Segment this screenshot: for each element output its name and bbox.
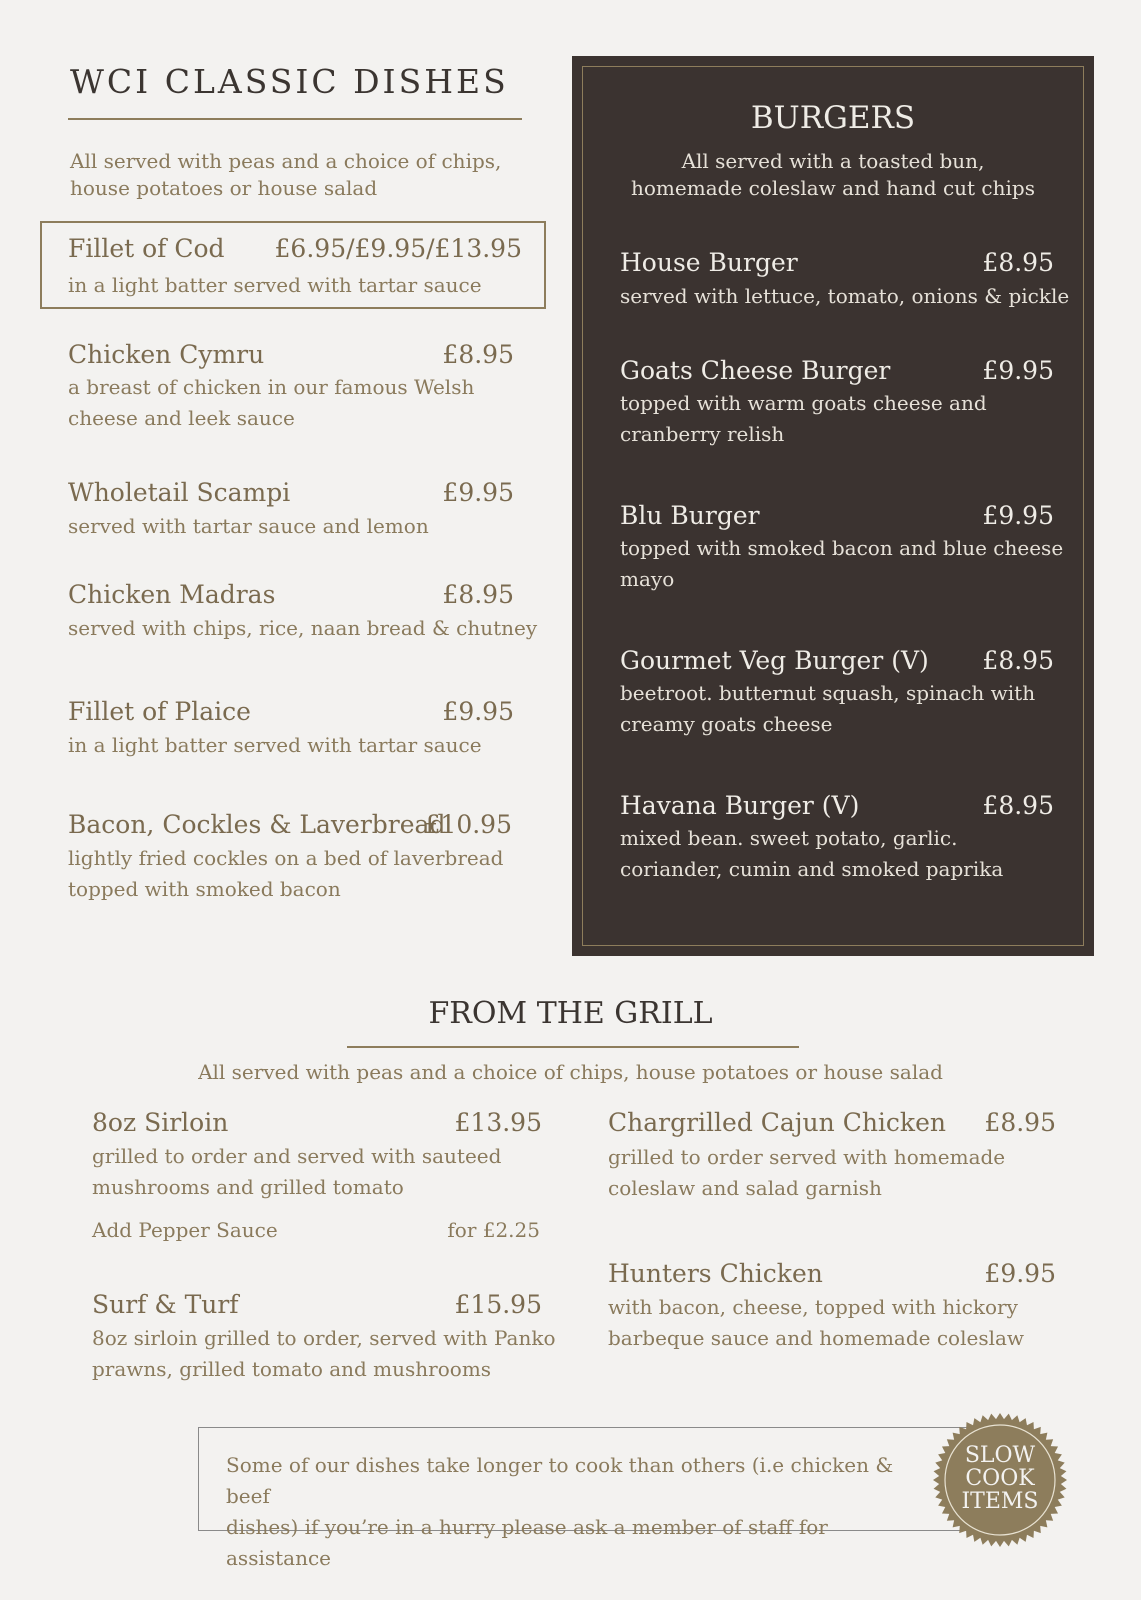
menu-item-description: served with chips, rice, naan bread & chutney: [68, 616, 538, 640]
menu-item-price: £8.95: [442, 340, 514, 369]
grill-description-line: grilled to order served with homemade: [608, 1145, 1006, 1169]
menu-item-description-line: cheese and leek sauce: [68, 406, 295, 430]
menu-item-price: £9.95: [442, 697, 514, 726]
menu-item-price: £6.95/£9.95/£13.95: [274, 234, 522, 263]
burger-description-line: coriander, cumin and smoked paprika: [620, 857, 1004, 881]
grill-intro: All served with peas and a choice of chips, house potatoes or house salad: [198, 1060, 943, 1084]
burger-item-price: £9.95: [982, 501, 1054, 530]
burger-item-name: Havana Burger (V): [620, 791, 860, 820]
burgers-intro-line-1: All served with a toasted bun,: [681, 149, 985, 173]
burger-item-name: Goats Cheese Burger: [620, 356, 891, 385]
notice-line-1: Some of our dishes take longer to cook than others (i.e chicken & beef: [226, 1453, 894, 1508]
grill-item-description: [608, 1142, 1068, 1204]
burger-item-description: [620, 823, 1070, 885]
burger-item-description: [620, 678, 1070, 740]
burger-item-name: Blu Burger: [620, 501, 760, 530]
classic-dishes-title: WCI CLASSIC DISHES: [70, 62, 509, 101]
grill-item-price: £13.95: [454, 1108, 542, 1137]
grill-title-divider: [347, 1046, 799, 1048]
burgers-title: BURGERS: [750, 100, 916, 136]
menu-item-description: in a light batter served with tartar sauce: [68, 273, 482, 297]
burger-description-line: cranberry relish: [620, 422, 785, 446]
grill-description-line: 8oz sirloin grilled to order, served with Panko: [92, 1326, 556, 1350]
burgers-intro: [582, 148, 1084, 202]
burger-item-price: £8.95: [982, 646, 1054, 675]
menu-item-description-line: lightly fried cockles on a bed of laverbread: [68, 846, 504, 870]
burger-item-description: served with lettuce, tomato, onions & pickle: [620, 284, 1070, 308]
menu-item-description-line: topped with smoked bacon: [68, 877, 341, 901]
seal-line-1: SLOW: [964, 1443, 1036, 1468]
menu-item-name: Bacon, Cockles & Laverbread: [68, 810, 446, 839]
burger-description-line: creamy goats cheese: [620, 712, 833, 736]
grill-title: FROM THE GRILL: [428, 996, 713, 1031]
grill-item-price: £8.95: [984, 1108, 1056, 1137]
grill-description-line: prawns, grilled tomato and mushrooms: [92, 1357, 492, 1381]
grill-description-line: with bacon, cheese, topped with hickory: [608, 1295, 1018, 1319]
menu-item-name: Fillet of Cod: [68, 234, 225, 263]
burger-item-price: £8.95: [982, 248, 1054, 277]
menu-item-name: Wholetail Scampi: [68, 478, 291, 507]
burger-item-name: Gourmet Veg Burger (V): [620, 646, 929, 675]
menu-item-description: [68, 843, 538, 905]
slow-cook-seal-label: [932, 1444, 1068, 1513]
grill-item-name: Hunters Chicken: [608, 1259, 823, 1288]
menu-item-price: £9.95: [442, 478, 514, 507]
grill-item-description: [92, 1141, 562, 1203]
grill-item-name: Surf & Turf: [92, 1290, 239, 1319]
grill-item-description: [92, 1323, 562, 1385]
burger-item-description: [620, 388, 1070, 450]
burger-description-line: beetroot. butternut squash, spinach with: [620, 681, 1036, 705]
grill-description-line: mushrooms and grilled tomato: [92, 1175, 404, 1199]
grill-item-price: £9.95: [984, 1259, 1056, 1288]
burger-description-line: topped with warm goats cheese and: [620, 391, 987, 415]
menu-item-description: served with tartar sauce and lemon: [68, 514, 429, 538]
burger-item-price: £8.95: [982, 791, 1054, 820]
menu-item-name: Fillet of Plaice: [68, 697, 251, 726]
seal-line-2: COOK: [965, 1466, 1035, 1491]
menu-item-description: [68, 372, 538, 434]
burger-description-line: mayo: [620, 567, 675, 591]
notice-line-2: dishes) if you’re in a hurry please ask a member of staff for assistance: [226, 1515, 828, 1570]
menu-item-name: Chicken Cymru: [68, 340, 265, 369]
grill-description-line: grilled to order and served with sauteed: [92, 1144, 502, 1168]
grill-item-name: 8oz Sirloin: [92, 1108, 229, 1137]
burger-item-price: £9.95: [982, 356, 1054, 385]
grill-item-name: Chargrilled Cajun Chicken: [608, 1108, 946, 1137]
burger-item-description: [620, 533, 1070, 595]
burgers-intro-line-2: homemade coleslaw and hand cut chips: [631, 176, 1035, 200]
notice-text: [226, 1450, 906, 1574]
grill-item-price: £15.95: [454, 1290, 542, 1319]
menu-item-price: £8.95: [442, 580, 514, 609]
burger-description-line: mixed bean. sweet potato, garlic.: [620, 826, 958, 850]
seal-line-3: ITEMS: [961, 1489, 1039, 1514]
classic-intro-line-1: All served with peas and a choice of chips,: [70, 149, 502, 173]
classic-intro-line-2: house potatoes or house salad: [70, 176, 378, 200]
menu-item-description-line: a breast of chicken in our famous Welsh: [68, 375, 475, 399]
burger-description-line: topped with smoked bacon and blue cheese: [620, 536, 1064, 560]
menu-item-name: Chicken Madras: [68, 580, 276, 609]
grill-item-description: [608, 1292, 1068, 1354]
classic-title-divider: [68, 118, 522, 120]
grill-description-line: coleslaw and salad garnish: [608, 1176, 882, 1200]
grill-description-line: barbeque sauce and homemade coleslaw: [608, 1326, 1025, 1350]
classic-intro: [70, 148, 530, 202]
addon-label: Add Pepper Sauce: [92, 1218, 278, 1242]
menu-item-price: £10.95: [424, 810, 512, 839]
menu-item-description: in a light batter served with tartar sauce: [68, 733, 482, 757]
burger-item-name: House Burger: [620, 248, 798, 277]
addon-price: for £2.25: [447, 1218, 540, 1242]
